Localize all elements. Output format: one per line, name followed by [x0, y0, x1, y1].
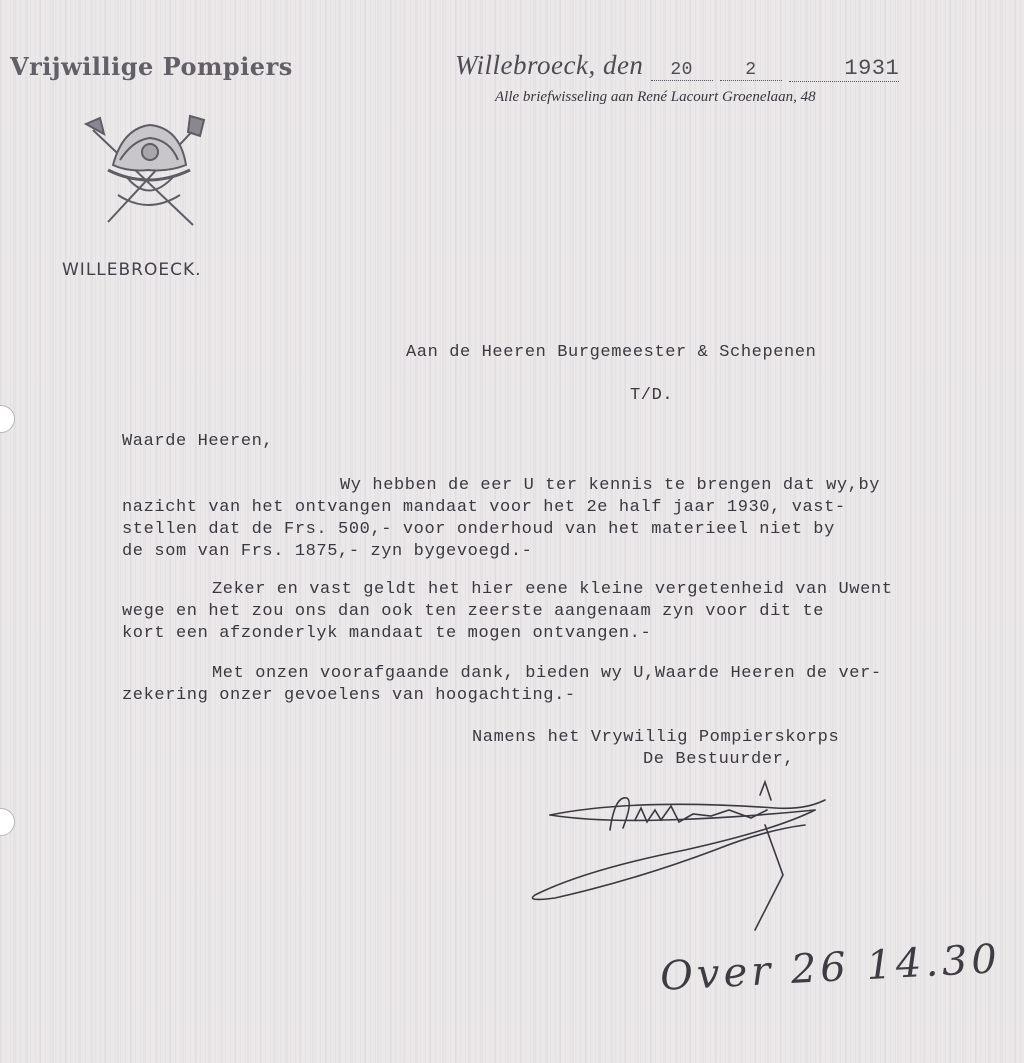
- paragraph-1-line: nazicht van het ontvangen mandaat voor het 2e half jaar 1930, vast-: [122, 498, 846, 517]
- paragraph-1-line: de som van Frs. 1875,- zyn bygevoegd.-: [122, 542, 533, 561]
- organization-town: WILLEBROECK.: [62, 260, 202, 280]
- closing-title: De Bestuurder,: [643, 750, 795, 769]
- paragraph-2-line: kort een afzonderlyk mandaat te mogen ontvangen.-: [122, 624, 652, 643]
- place-label: Willebroeck, den: [455, 50, 644, 80]
- date-month: 2: [720, 60, 782, 81]
- paragraph-2-line: Zeker en vast geldt het hier eene kleine vergetenheid van Uwent: [212, 580, 893, 599]
- paragraph-1-line: Wy hebben de eer U ter kennis te brengen dat wy,by: [340, 476, 881, 495]
- date-day: 20: [651, 60, 713, 81]
- salutation: Waarde Heeren,: [122, 432, 274, 451]
- place-and-date: [455, 50, 899, 82]
- handwritten-note: Over 26 14.30: [659, 936, 1003, 1000]
- organization-name: Vrijwillige Pompiers: [10, 52, 293, 81]
- paragraph-3-line: Met onzen voorafgaande dank, bieden wy U,Waarde Heeren de ver-: [212, 664, 882, 683]
- paragraph-2-line: wege en het zou ons dan ook ten zeerste aangenaam zyn voor dit te: [122, 602, 825, 621]
- closing-organization: Namens het Vrywillig Pompierskorps: [472, 728, 840, 747]
- addressee-line: Aan de Heeren Burgemeester & Schepenen: [406, 343, 817, 362]
- correspondence-line: Alle briefwisseling aan René Lacourt Groenelaan, 48: [495, 89, 816, 105]
- date-year: 1931: [789, 56, 899, 82]
- paragraph-3-line: zekering onzer gevoelens van hoogachting.-: [122, 686, 576, 705]
- fire-brigade-emblem-icon: [78, 110, 218, 235]
- paragraph-1-line: stellen dat de Frs. 500,- voor onderhoud van het materieel niet by: [122, 520, 835, 539]
- handwritten-signature: [515, 770, 845, 945]
- addressee-location: T/D.: [630, 386, 674, 405]
